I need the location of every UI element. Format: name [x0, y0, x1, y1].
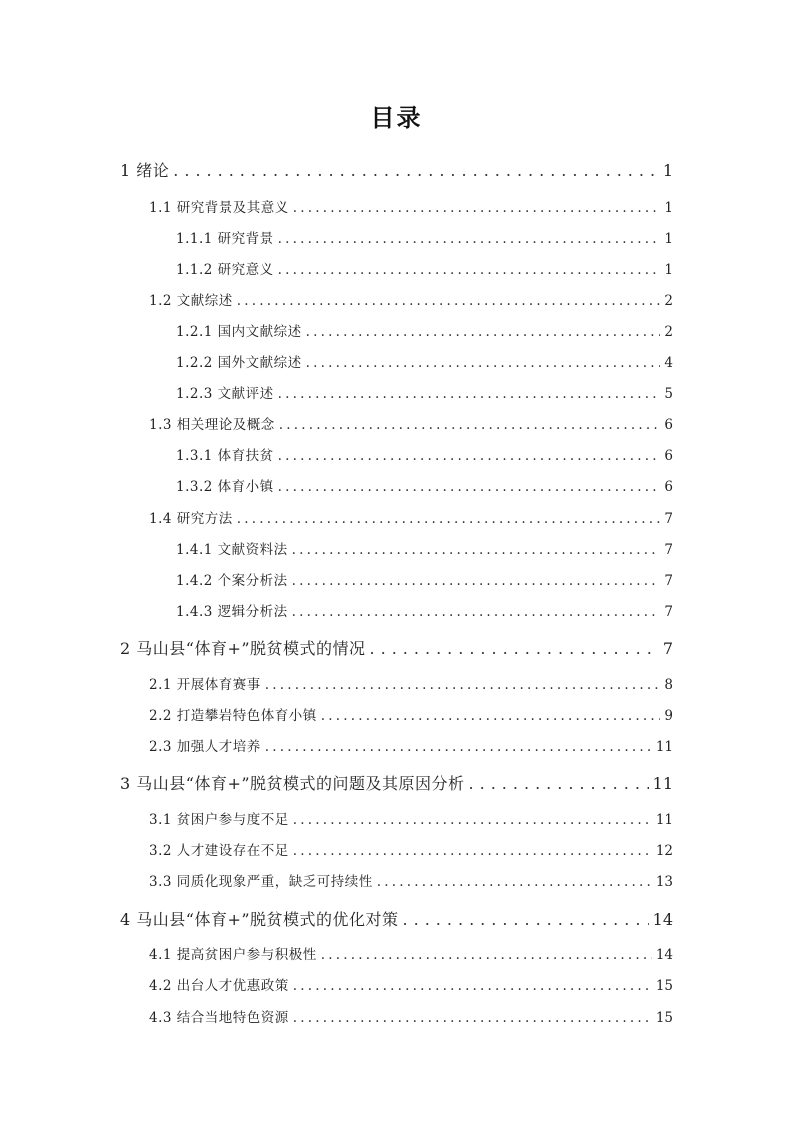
- toc-entry[interactable]: [149, 735, 673, 755]
- toc-entry[interactable]: [176, 258, 673, 278]
- toc-leader-dots: [321, 708, 661, 724]
- toc-entry-label: 1.3.1 体育扶贫: [176, 448, 274, 464]
- toc-entry[interactable]: [176, 475, 673, 495]
- toc-entry-page-number: 2: [664, 324, 673, 340]
- toc-entry-page-number: 15: [655, 1010, 673, 1026]
- toc-entry-label: 3 马山县“体育+”脱贫模式的问题及其原因分析: [120, 774, 465, 793]
- toc-entry[interactable]: [176, 320, 673, 340]
- toc-entry-label: 3.1 贫困户参与度不足: [149, 812, 289, 828]
- toc-entry[interactable]: [120, 907, 673, 930]
- toc-entry-label: 1.3.2 体育小镇: [176, 479, 274, 495]
- toc-leader-dots: [306, 324, 661, 340]
- toc-entry[interactable]: [176, 382, 673, 402]
- toc-leader-dots: [292, 604, 661, 620]
- toc-entry[interactable]: [149, 507, 673, 527]
- toc-leader-dots: [292, 573, 661, 589]
- toc-entry[interactable]: [176, 444, 673, 464]
- toc-leader-dots: [278, 479, 661, 495]
- toc-entry-page-number: 8: [664, 677, 673, 693]
- toc-entry[interactable]: [149, 413, 673, 433]
- toc-leader-dots: [265, 677, 661, 693]
- toc-leader-dots: [237, 511, 661, 527]
- toc-entry-page-number: 11: [655, 739, 673, 755]
- toc-entry-label: 1.1 研究背景及其意义: [149, 200, 289, 216]
- toc-leader-dots: [293, 1010, 652, 1026]
- toc-entry-label: 1.2.3 文献评述: [176, 386, 274, 402]
- toc-entry-label: 1.4.3 逻辑分析法: [176, 604, 288, 620]
- toc-entry[interactable]: [149, 870, 673, 890]
- toc-entry-label: 1.2.1 国内文献综述: [176, 324, 302, 340]
- toc-entry-label: 1.1.1 研究背景: [176, 231, 274, 247]
- toc-entry[interactable]: [149, 839, 673, 859]
- toc-entry-page-number: 7: [662, 639, 673, 658]
- toc-entry[interactable]: [176, 538, 673, 558]
- toc-entry-label: 1.2 文献综述: [149, 293, 233, 309]
- toc-entry-label: 4.1 提高贫困户参与积极性: [149, 947, 317, 963]
- toc-entry[interactable]: [176, 600, 673, 620]
- toc-entry-page-number: 11: [652, 774, 673, 793]
- toc-entry-label: 4 马山县“体育+”脱贫模式的优化对策: [120, 910, 399, 929]
- toc-leader-dots: [293, 812, 652, 828]
- toc-entry-label: 2.3 加强人才培养: [149, 739, 261, 755]
- toc-entry[interactable]: [149, 808, 673, 828]
- toc-entry-page-number: 1: [662, 161, 673, 180]
- toc-entry[interactable]: [149, 1006, 673, 1026]
- toc-entry-page-number: 13: [655, 874, 673, 890]
- toc-entry[interactable]: [120, 771, 673, 794]
- toc-entry[interactable]: [120, 158, 673, 181]
- toc-entry-label: 1.4.2 个案分析法: [176, 573, 288, 589]
- toc-entry-page-number: 7: [664, 604, 673, 620]
- toc-entry-label: 2 马山县“体育+”脱贫模式的情况: [120, 639, 366, 658]
- toc-entry[interactable]: [149, 943, 673, 963]
- toc-entry-page-number: 6: [664, 448, 673, 464]
- toc-entry-page-number: 11: [655, 812, 673, 828]
- toc-entry-label: 4.2 出台人才优惠政策: [149, 978, 289, 994]
- toc-entry-page-number: 1: [664, 262, 673, 278]
- toc-leader-dots: [292, 542, 661, 558]
- toc-entry[interactable]: [120, 636, 673, 659]
- toc-entry[interactable]: [176, 569, 673, 589]
- toc-entry-label: 1.4 研究方法: [149, 511, 233, 527]
- toc-entry-page-number: 14: [652, 910, 673, 929]
- toc-entry-page-number: 14: [655, 947, 673, 963]
- toc-leader-dots: [403, 910, 649, 929]
- toc-entry[interactable]: [149, 196, 673, 216]
- toc-entry-page-number: 5: [664, 386, 673, 402]
- toc-entry-page-number: 4: [664, 355, 673, 371]
- toc-entry-label: 1.4.1 文献资料法: [176, 542, 288, 558]
- toc-leader-dots: [377, 874, 652, 890]
- toc-leader-dots: [278, 231, 661, 247]
- toc-entry[interactable]: [176, 351, 673, 371]
- toc-entry-page-number: 6: [664, 417, 673, 433]
- toc-entry-label: 4.3 结合当地特色资源: [149, 1010, 289, 1026]
- toc-leader-dots: [370, 639, 659, 658]
- page-title: 目录: [370, 104, 423, 132]
- toc-entry-page-number: 6: [664, 479, 673, 495]
- toc-entry[interactable]: [149, 704, 673, 724]
- toc-leader-dots: [306, 355, 661, 371]
- toc-leader-dots: [237, 293, 661, 309]
- toc-entry-page-number: 7: [664, 542, 673, 558]
- toc-entry-label: 1.3 相关理论及概念: [149, 417, 275, 433]
- toc-entry-page-number: 1: [664, 231, 673, 247]
- toc-entry-label: 2.1 开展体育赛事: [149, 677, 261, 693]
- toc-leader-dots: [278, 386, 661, 402]
- toc-leader-dots: [278, 448, 661, 464]
- toc-entry[interactable]: [149, 974, 673, 994]
- toc-entry[interactable]: [149, 673, 673, 693]
- toc-entry[interactable]: [176, 227, 673, 247]
- toc-leader-dots: [293, 843, 652, 859]
- toc-leader-dots: [278, 262, 661, 278]
- toc-entry-page-number: 7: [664, 573, 673, 589]
- toc-leader-dots: [279, 417, 661, 433]
- toc-entry-label: 1 绪论: [120, 161, 170, 180]
- toc-entry-label: 3.2 人才建设存在不足: [149, 843, 289, 859]
- toc-leader-dots: [265, 739, 652, 755]
- toc-entry-label: 1.1.2 研究意义: [176, 262, 274, 278]
- toc-entry-page-number: 9: [664, 708, 673, 724]
- toc-leader-dots: [321, 947, 652, 963]
- toc-entry[interactable]: [149, 289, 673, 309]
- toc-leader-dots: [173, 161, 659, 180]
- toc-entry-page-number: 12: [655, 843, 673, 859]
- toc-entry-page-number: 2: [664, 293, 673, 309]
- toc-entry-label: 3.3 同质化现象严重，缺乏可持续性: [149, 874, 373, 890]
- toc-leader-dots: [293, 978, 652, 994]
- toc-entry-label: 2.2 打造攀岩特色体育小镇: [149, 708, 317, 724]
- toc-entry-page-number: 7: [664, 511, 673, 527]
- toc-entry-page-number: 1: [664, 200, 673, 216]
- toc-entry-page-number: 15: [655, 978, 673, 994]
- toc-leader-dots: [469, 774, 649, 793]
- toc-leader-dots: [293, 200, 661, 216]
- toc-entry-label: 1.2.2 国外文献综述: [176, 355, 302, 371]
